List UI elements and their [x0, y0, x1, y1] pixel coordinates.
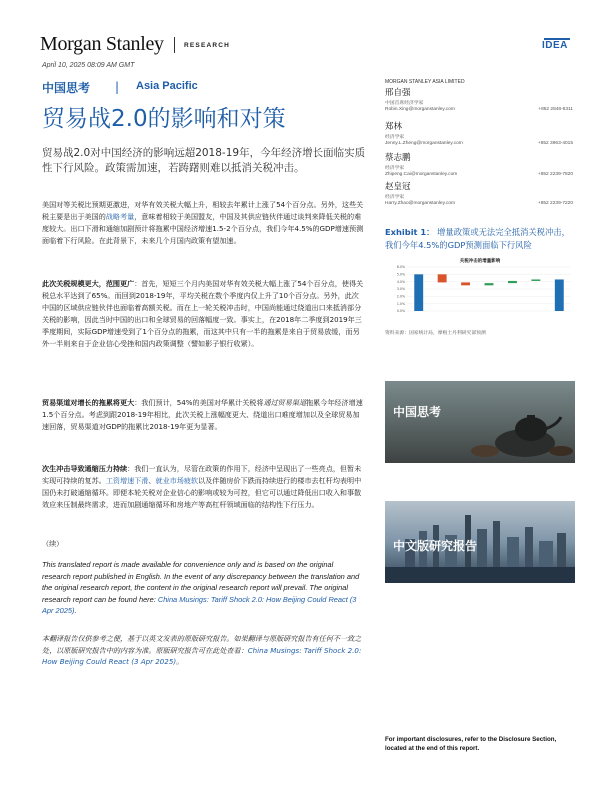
english-disclaimer-text: This translated report is made available for convenience only and is based on the original research report published in English. In the event of any discrepancy between the translation and the original research report, the content in the original research report will prevail. The original research report can be found here: — [42, 560, 360, 604]
chinese-reports-banner-title: 中文版研究报告 — [393, 539, 478, 553]
morgan-stanley-logo: Morgan Stanley — [40, 33, 164, 55]
y-tick-label: 5.0% — [396, 272, 405, 277]
gdp-waterfall-chart — [385, 255, 575, 325]
paragraph-1 — [42, 199, 364, 247]
y-tick-label: 6.0% — [396, 265, 405, 270]
analyst-title: 经济学家 — [385, 135, 405, 140]
continued-label: （续） — [42, 539, 64, 548]
exhibit-source: 资料来源：国家统计局，摩根士丹利研究部预测 — [385, 331, 486, 336]
strategic-link[interactable]: 战略考量 — [105, 212, 135, 221]
analyst-name: 赵皇冠 — [385, 181, 411, 191]
analyst-name: 郑林 — [385, 121, 403, 131]
chinese-reports-banner[interactable] — [385, 501, 575, 583]
analyst-card — [385, 180, 573, 206]
series-name: 中国思考 — [42, 81, 91, 95]
paragraph-3-lead: 贸易渠道对增长的拖累将更大 — [42, 398, 135, 407]
chart-title: 关税冲击的增量影响 — [459, 259, 501, 264]
logo-divider — [174, 37, 175, 53]
research-label: RESEARCH — [184, 42, 231, 49]
analyst-name: 蔡志鹏 — [385, 152, 411, 162]
analyst-title: 中国首席经济学家 — [385, 101, 424, 106]
paragraph-4-text-cont: 以及伴随房价下跌而持续进行的楼市去杠杆均表明中国仍未打破通缩循环。即便本轮关税对企业信心的影响或较为可控，但它可以通过降低出口收入和事散效应来压制最终需求，进而加剧通缩循环和房地产等高杠杆领域面临的结构性下行压力。 — [42, 476, 362, 509]
paragraph-4-lead: 次生冲击导致通缩压力持续 — [42, 464, 128, 473]
analyst-name: 邢自强 — [385, 87, 411, 97]
paragraph-1-text-cont: ，意味着相较于美国盟友，中国及其供应链伙伴通过谈判来降低关税的难度较大。出口下滑和通缩加剧预计将拖累中国经济增速1.5-2个百分点，我们今年4.5%的GDP增速预测面临着下行风险。在此背景下，未来几个月国内政策有望加速。 — [42, 212, 364, 245]
paragraph-4-text: ：我们一直认为，尽管在政策的作用下，经济中呈现出了一些亮点，但暂未实现可持续的复苏。 — [42, 464, 362, 485]
paragraph-4 — [42, 463, 364, 511]
analyst-email[interactable]: Robin.Xing@morganstanley.com — [385, 107, 455, 112]
original-report-link-cn[interactable]: China Musings: Tariff Shock 2.0: How Beijing Could React (3 Apr 2025) — [42, 645, 362, 667]
link-separator: 、 — [148, 476, 156, 485]
bar-7 — [555, 279, 564, 311]
page-title: 贸易战2.0的影响和对策 — [42, 106, 286, 132]
wage-growth-link[interactable]: 工资增速下滑 — [105, 476, 149, 485]
paragraph-2-lead: 此次关税规模更大，范围更广 — [42, 279, 135, 288]
analyst-card — [385, 86, 573, 112]
teapot-photo — [385, 381, 575, 463]
english-disclaimer-end: . — [74, 606, 77, 616]
lead-summary: 贸易战2.0对中国经济的影响远超2018-19年，今年经济增长面临实质性下行风险。政策需加速，若踌躇则难以抵消关税冲击。 — [42, 147, 366, 174]
bar-6 — [531, 279, 540, 280]
analyst-email[interactable]: Zhipeng.Cai@morganstanley.com — [385, 172, 458, 177]
chinese-disclaimer-end: 。 — [176, 657, 184, 667]
paragraph-3-text: ：我们预计，54%的美国对华累计关税将 — [134, 398, 264, 407]
bar-5 — [508, 281, 517, 283]
analyst-phone: +852 3963-4015 — [537, 141, 573, 146]
analyst-title: 经济学家 — [385, 166, 405, 171]
paragraph-2 — [42, 278, 364, 350]
analyst-phone: +852 2848-6311 — [538, 107, 573, 112]
paragraph-1-text: 美国对等关税比预期更激进，对华有效关税大幅上升，相较去年累计上涨了54个百分点。另外，这些关税主要是出于美国的 — [42, 200, 364, 221]
china-musings-banner[interactable] — [385, 381, 575, 463]
series-separator: | — [115, 80, 120, 94]
y-tick-label: 3.0% — [396, 287, 405, 292]
paragraph-3 — [42, 397, 364, 433]
exhibit-heading — [385, 226, 575, 252]
job-market-link[interactable]: 就业市场疲软 — [155, 476, 199, 485]
original-report-link-en[interactable]: China Musings: Tariff Shock 2.0: How Beijing Could React (3 Apr 2025) — [42, 594, 357, 616]
bar-4 — [485, 283, 494, 285]
y-tick-label: 2.0% — [396, 294, 405, 299]
chinese-disclaimer-text: 本翻译报告仅供参考之便，基于以英文发表的原版研究报告。如果翻译与原版研究报告有任何不一致之处，以原版研究报告中的内容为准。原版研究报告可在此处查看： — [42, 634, 362, 655]
paragraph-3-text-cont: 拖累今年经济增速1.5个百分点。考虑到跟2018-19年相比，此次关税上涨幅度更大、绕道出口难度增加以及全球贸易加速回落，贸易渠道对GDP的拖累比2018-19年更为显著。 — [42, 398, 363, 431]
analyst-card — [385, 120, 573, 146]
exhibit-title: 增量政策或无法完全抵消关税冲击，我们今年4.5%的GDP预测面临下行风险 — [385, 227, 570, 250]
china-musings-banner-title: 中国思考 — [393, 405, 442, 419]
analyst-phone: +852 2239-7820 — [537, 172, 573, 177]
y-tick-label: 1.0% — [396, 301, 405, 306]
paragraph-3-italic: 通过贸易渠道 — [263, 398, 307, 407]
analyst-phone: +852 2239-7220 — [537, 201, 573, 206]
y-tick-label: 4.0% — [396, 279, 405, 284]
idea-badge: IDEA — [542, 40, 568, 51]
bar-1 — [414, 274, 423, 311]
chinese-disclaimer — [42, 633, 364, 668]
disclosure-footer: For important disclosures, refer to the Disclosure Section, located at the end of this report. — [385, 736, 557, 752]
y-tick-label: 0.0% — [396, 309, 405, 314]
analyst-email[interactable]: Jenny.L.Zheng@morganstanley.com — [385, 141, 463, 146]
report-date: April 10, 2025 08:09 AM GMT — [42, 62, 135, 69]
region-label: Asia Pacific — [136, 80, 198, 92]
exhibit-label: Exhibit 1： — [385, 227, 435, 237]
bar-2 — [438, 274, 447, 282]
analyst-title: 经济学家 — [385, 195, 405, 200]
analyst-email[interactable]: Harry.Zhao@morganstanley.com — [385, 201, 456, 206]
paragraph-2-text: ：首先，短短三个月内美国对华有效关税大幅上涨了54个百分点，使得关税总水平达到了65%。而回到2018-19年，平均关税在数个季度内仅上升了10个百分点。另外，此次中国的区域供应链伙伴也面临着高额关税。而在上一轮关税冲击时，中国尚能通过绕道出口来抵消部分关税的影响，因此当时中国的出口和全球贸易的回落幅度一致。事实上，在2018年二季度到2019年三季度期间，实际GDP增速受到了1个百分点的拖累，而这其中只有一半的拖累是来自于贸易放缓，而另外一半则来自于企业信心受挫和国内政策调整（譬如影子银行收紧）。 — [42, 279, 364, 348]
analyst-card — [385, 151, 573, 177]
bar-3 — [461, 282, 470, 285]
analyst-organization: MORGAN STANLEY ASIA LIMITED — [385, 79, 465, 85]
english-disclaimer — [42, 559, 364, 617]
chart-bars — [414, 274, 563, 311]
